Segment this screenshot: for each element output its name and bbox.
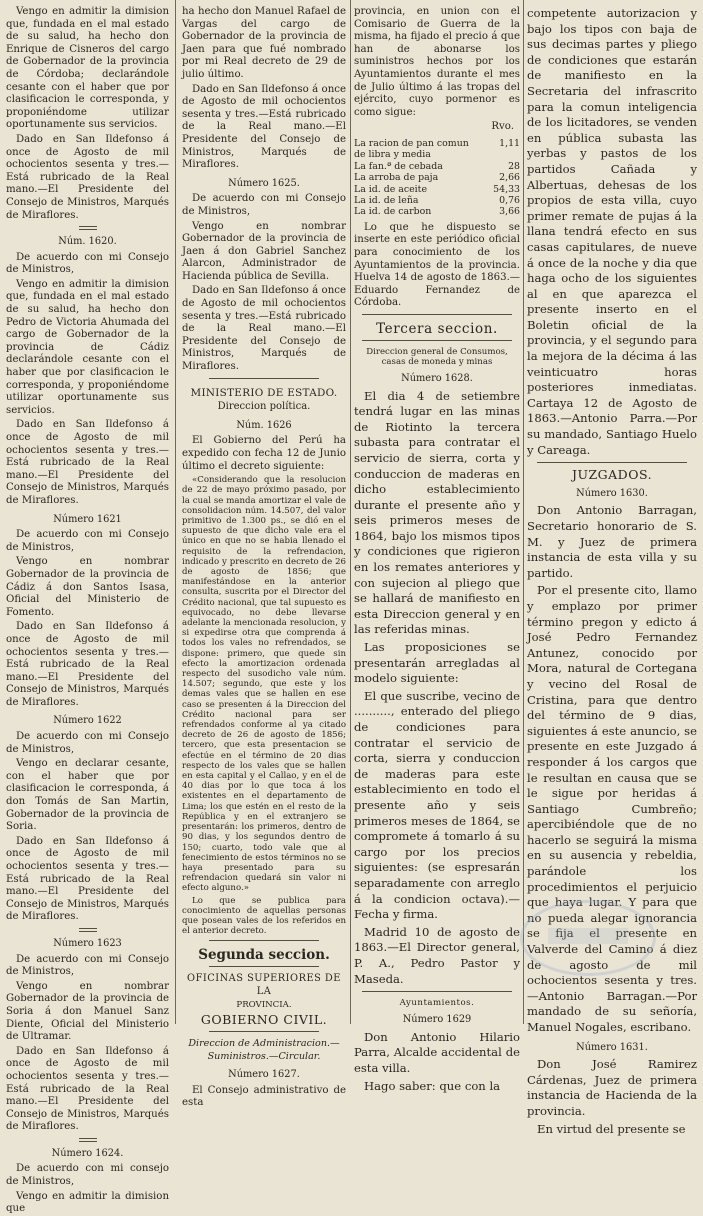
decree-number: Número 1631. bbox=[576, 1041, 648, 1053]
municipalities-heading: Ayuntamientos. bbox=[399, 998, 475, 1009]
direction-heading: Direccion general de Consumos, casas de moneda y minas bbox=[366, 346, 508, 367]
paragraph: Por el presente cito, llamo y emplazo por primer término pregon y edicto á José Pedro Fernandez Antunez, conocido por Mora, natural de Cortegana y vecino del Rosal de Cristina, para que dentro del término de 9 dias, siguientes á este anuncio, se presente en este Juzgado á responder á los cargos que le resultan en causa que se le sigue por heridas á Santiago Cumbreño; apercibiéndole que de no hacerlo se seguirá la misma en su ausencia y rebeldia, parándole los procedimientos el perjuicio que haya lugar. Y para que no pueda alegar ignorancia se fija el presente en Valverde del Camino á diez de agosto de mil ochocientos sesenta y tres.—Antonio Barragan.—Por mandado de su señoría, Manuel Nogales, escribano. bbox=[527, 583, 697, 1034]
paragraph: Vengo en nombrar Gobernador de la provincia de Soria á don Manuel Sanz Diente, Oficial del Ministerio de Ultramar. bbox=[6, 980, 169, 1043]
paragraph: El dia 4 de setiembre tendrá lugar en las minas de Riotinto la tercera subasta para contratar el servicio de sierra, corta y conduccion de maderas en dicho establecimiento durante el presente año y seis primeros meses de 1864, bajo los mismos tipos y condiciones que rigieron en los remates anteriores y con sujecion al pliego que se hallará de manifiesto en esta Direccion general y en las referidas minas. bbox=[354, 388, 520, 637]
table-row bbox=[354, 172, 520, 183]
row-value: 2,66 bbox=[499, 172, 520, 184]
separator bbox=[362, 314, 512, 317]
decree-number: Número 1628. bbox=[401, 372, 473, 384]
paragraph: Las proposiciones se presentarán arregladas al modelo siguiente: bbox=[354, 640, 520, 686]
row-label: La id. de aceite bbox=[354, 183, 427, 195]
paragraph: Don Antonio Hilario Parra, Alcalde accidental de esta villa. bbox=[354, 1029, 520, 1076]
decree-number: Número 1623 bbox=[53, 937, 122, 949]
paragraph: Don José Ramirez Cárdenas, Juez de primera instancia de Hacienda de la provincia. bbox=[527, 1057, 697, 1118]
row-value: 0,76 bbox=[499, 194, 520, 206]
column-4 bbox=[527, 6, 697, 1136]
watermark-band bbox=[548, 928, 628, 944]
paragraph: Vengo en admitir la dimision que, fundada en el mal estado de su salud, ha hecho don Pedro de Victoria Ahumada del cargo de Gobernador de la provincia de Cádiz declarándole cesante con el haber que por clasificacion le corresponda, y proponiéndome utilizar oportunamente sus servicios. bbox=[6, 278, 169, 416]
paragraph: Vengo en admitir la dimision que, fundada en el mal estado de su salud, ha hecho don Enrique de Cisneros del cargo de Gobernador de la provincia de Córdoba; declarándole cesante con el haber que por clasificacion le corresponda, y proponiéndome utilizar oportunamente sus servicios. bbox=[6, 6, 169, 131]
direction-heading: Direccion política. bbox=[217, 401, 311, 413]
paragraph: De acuerdo con mi Consejo de Ministros, bbox=[6, 251, 169, 276]
price-table bbox=[354, 138, 520, 218]
paragraph: Lo que se publica para conocimiento de aquellas personas que posean vales de los referidos en el anterior decreto. bbox=[182, 895, 346, 937]
separator bbox=[79, 226, 97, 230]
paragraph: Dado en San Ildefonso á once de Agosto de mil ochocientos sesenta y tres.—Está rubricado de la Real mano.—El Presidente del Consejo de Ministros, Marqués de Miraflores. bbox=[6, 621, 169, 708]
separator bbox=[79, 928, 97, 932]
column-1 bbox=[6, 6, 169, 1215]
civil-government-heading: GOBIERNO CIVIL. bbox=[200, 1012, 328, 1028]
separator bbox=[79, 1138, 97, 1142]
separator bbox=[537, 462, 687, 465]
paragraph: Dado en San Ildefonso á once de Agosto de mil ochocientos sesenta y tres.—Está rubricado de la Real mano.—El Presidente del Consejo de Ministros, Marqués de Miraflores. bbox=[6, 835, 169, 923]
paragraph: Hago saber: que con la bbox=[364, 1078, 501, 1093]
paragraph: provincia, en union con el Comisario de Guerra de la misma, ha fijado el precio á que han de abonarse los suministros hechos por los Ayuntamientos durante el mes de Julio último á las tropas del ejército, cuyo pormenor es como sigue: bbox=[354, 6, 520, 118]
row-label: La fan.ª de cebada bbox=[354, 160, 443, 172]
paragraph: ha hecho don Manuel Rafael de Vargas del cargo de Gobernador de la provincia de Jaen para que fué nombrado por mi Real decreto de 29 de julio último. bbox=[182, 6, 346, 80]
row-label: La racion de pan comun de libra y media bbox=[354, 137, 469, 161]
column-3 bbox=[354, 6, 520, 1093]
row-value: 1,11 bbox=[499, 137, 520, 149]
section-heading: Segunda seccion. bbox=[198, 947, 330, 964]
paragraph: De acuerdo con mi Consejo de Ministros, bbox=[182, 193, 346, 217]
paragraph: Vengo en nombrar Gobernador de la provincia de Jaen á don Gabriel Sanchez Alarcon, Administrador de Hacienda pública de Sevilla. bbox=[182, 220, 346, 282]
paragraph: Vengo en admitir la dimision que bbox=[6, 1190, 169, 1215]
administration-heading: Direccion de Administracion.—Suministros.—Circular. bbox=[188, 1037, 340, 1062]
decree-number: Número 1621 bbox=[53, 513, 122, 525]
column-2 bbox=[182, 6, 346, 1109]
column-rule bbox=[350, 0, 351, 1024]
paragraph: De acuerdo con mi consejo de Ministros, bbox=[6, 1163, 169, 1188]
paragraph: El Consejo administrativo de esta bbox=[182, 1084, 346, 1109]
decree-number: Número 1627. bbox=[228, 1069, 300, 1081]
separator bbox=[362, 991, 512, 994]
decree-number: Número 1625. bbox=[228, 177, 300, 189]
table-row bbox=[354, 138, 520, 161]
paragraph: Lo que he dispuesto se inserte en este periódico oficial para conocimiento de los Ayuntamientos de la provincia. Huelva 14 de agosto de 1863.—Eduardo Fernandez de Córdoba. bbox=[354, 221, 520, 309]
paragraph: Dado en San Ildefonso á once de Agosto de mil ochocientos sesenta y tres.—Está rubricado de la Real mano.—El Presidente del Consejo de Ministros, Marqués de Miraflores. bbox=[6, 419, 169, 506]
ministry-heading: MINISTERIO DE ESTADO. bbox=[190, 386, 338, 399]
row-label: La arroba de paja bbox=[354, 172, 439, 184]
paragraph: Vengo en declarar cesante, con el haber que por clasificacion le corresponda, á don Tomás de San Martin, Gobernador de la provincia de Soria. bbox=[6, 758, 169, 833]
paragraph: El que suscribe, vecino de .........., enterado del pliego de condiciones para contratar el servicio de corta, sierra y conduccion de maderas para este establecimiento en todo el presente año y seis primeros meses de 1864, se compromete á tomarlo á su cargo por los precios siguientes: (se espresarán separadamente con arreglo á la condicion octava).—Fecha y firma. bbox=[354, 688, 520, 922]
separator bbox=[209, 966, 319, 969]
separator bbox=[209, 1031, 319, 1034]
province-heading: PROVINCIA. bbox=[236, 1000, 292, 1011]
column-rule bbox=[175, 0, 176, 1024]
decree-number: Número 1624. bbox=[51, 1147, 124, 1159]
currency-label: Rvo. bbox=[491, 121, 514, 133]
paragraph: Don Antonio Barragan, Secretario honorario de S. M. y Juez de primera instancia de esta villa y su partido. bbox=[527, 503, 697, 580]
row-value: 54,33 bbox=[493, 183, 520, 195]
paragraph: Dado en San Ildefonso á once de Agosto de mil ochocientos sesenta y tres.—Está rubricado de la Real mano.—El Presidente del Consejo de Ministros, Marqués de Miraflores. bbox=[182, 285, 346, 373]
decree-number: Núm. 1620. bbox=[58, 236, 117, 248]
row-value: 28 bbox=[508, 160, 520, 172]
paragraph: Madrid 10 de agosto de 1863.—El Director general, P. A., Pedro Pastor y Maseda. bbox=[354, 924, 520, 986]
paragraph: De acuerdo con mi Consejo de Ministros, bbox=[6, 953, 169, 978]
row-label: La id. de carbon bbox=[354, 206, 432, 218]
table-row bbox=[354, 195, 520, 206]
table-row bbox=[354, 161, 520, 172]
paragraph: «Considerando que la resolucion de 22 de mayo próximo pasado, por la cual se manda amortizar el vale de consolidacion núm. 14.507, del valor primitivo de 1.300 ps., se dió en el supuesto de que dicho vale era el único en que no se habia llenado el requisito de la refrendacion, indicado y prescrito en decreto de 26 de agosto de 1856; que manifestándose en la anterior consulta, suscrita por el Director del Crédito nacional, que tal supuesto es equivocado, no debe llevarse adelante la mencionada resolucion, y si expedirse otra que comprenda á todos los vales no refrendados, se dispone: primero, que quede sin efecto la amortizacion ordenada respecto del susodicho vale núm. 14.507; segundo, que este y los demas vales que se hallen en ese caso se presenten á la Direccion del Crédito nacional para ser refrendados conforme al ya citado decreto de 26 de agosto de 1856; tercero, que esta presentacion se efectúe en el término de 20 dias respecto de los vales que se hallen en esta capital y el Callao, y en el de 40 dias por lo que toca á los existentes en el departamento de Lima; los que estén en el resto de la República y en el extranjero se presentarán: los primeros, dentro de 90 dias, y los segundos dentro de 150; cuarto, todo vale que al fenecimiento de estos términos no se haya presentado para su refrendacion quedará sin valor ni efecto alguno.» bbox=[182, 475, 346, 894]
decree-number: Número 1622 bbox=[53, 715, 122, 727]
decree-number: Núm. 1626 bbox=[236, 419, 292, 431]
separator bbox=[209, 940, 319, 943]
section-heading: Tercera seccion. bbox=[376, 320, 498, 337]
paragraph: En virtud del presente se bbox=[537, 1121, 686, 1136]
table-row bbox=[354, 184, 520, 195]
decree-number: Número 1629 bbox=[402, 1014, 472, 1026]
paragraph: Vengo en nombrar Gobernador de la provincia de Cádiz á don Santos Isasa, Oficial del Ministerio de Fomento. bbox=[6, 556, 169, 618]
paragraph: De acuerdo con mi Consejo de Ministros, bbox=[6, 529, 169, 553]
paragraph: Dado en San Ildefonso á once de Agosto de mil ochocientos sesenta y tres.—Está rubricado de la Real mano.—El Presidente del Consejo de Ministros, Marqués de Miraflores. bbox=[6, 1045, 169, 1133]
separator bbox=[362, 340, 512, 343]
decree-number: Número 1630. bbox=[576, 487, 648, 499]
paragraph: El Gobierno del Perú ha expedido con fecha 12 de Junio último el decreto siguiente: bbox=[182, 435, 346, 472]
row-label: La id. de leña bbox=[354, 194, 419, 206]
separator bbox=[209, 378, 319, 381]
offices-heading: OFICINAS SUPERIORES DE LA bbox=[187, 972, 341, 997]
courts-heading: JUZGADOS. bbox=[571, 467, 653, 483]
paragraph: Dado en San Ildefonso á once de Agosto de mil ochocientos sesenta y tres.—Está rubricado de la Real mano.—El Presidente del Consejo de Ministros, Marqués de Miraflores. bbox=[6, 133, 169, 221]
column-rule bbox=[523, 0, 524, 1024]
paragraph: Dado en San Ildefonso á once de Agosto de mil ochocientos sesenta y tres.—Está rubricado de la Real mano.—El Presidente del Consejo de Ministros, Marqués de Miraflores. bbox=[182, 83, 346, 171]
paragraph: De acuerdo con mi Consejo de Ministros, bbox=[6, 731, 169, 755]
table-row bbox=[354, 206, 520, 217]
paragraph: competente autorizacion y bajo los tipos con baja de sus decimas partes y pliego de condiciones que estarán de manifiesto en la Secretaria del infrascrito para la comun inteligencia de los licitadores, se venden en pública subasta las yerbas y pastos de los partidos Cañada y Albertuas, dehesas de los propios de esta villa, cuyo primer remate de pujas á la llana tendrá efecto en sus casas capitulares, de nueve á once de la noche y dia que haga ocho de los siguientes al en que aparezca el presente inserto en el Boletin oficial de la provincia, y el segundo para la mejora de la décima á las veinticuatro horas posteriores inmediatas. Cartaya 12 de Agosto de 1863.—Antonio Parra.—Por su mandado, Santiago Huelo y Careaga. bbox=[527, 6, 697, 457]
row-value: 3,66 bbox=[499, 206, 520, 218]
